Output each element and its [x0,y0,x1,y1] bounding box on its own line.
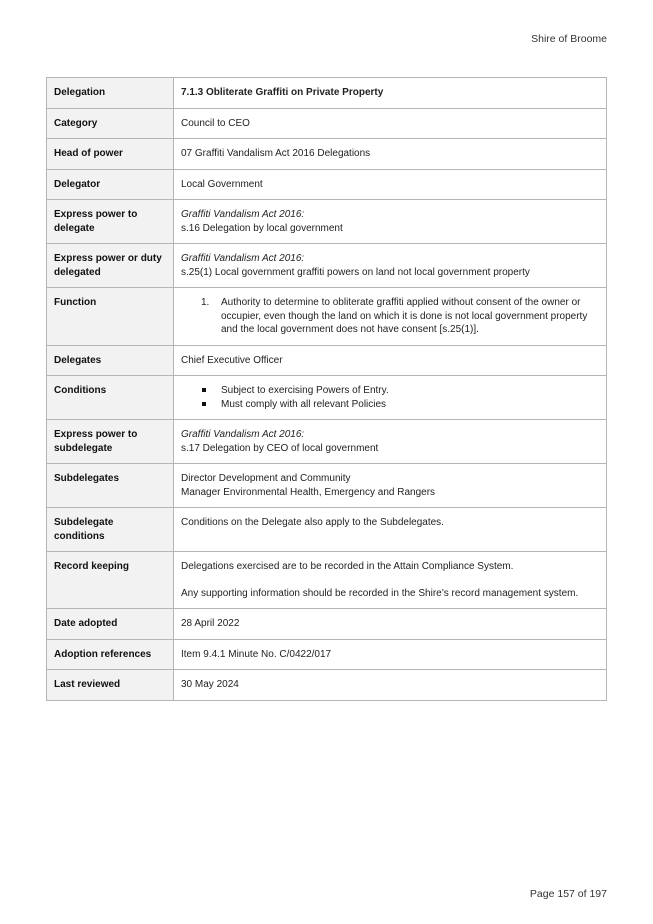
act-name: Graffiti Vandalism Act 2016: [181,209,305,220]
value-record-keeping [174,552,607,609]
square-bullet-icon [202,402,206,406]
row-express-power-to-subdelegate [47,420,607,464]
label-delegates: Delegates [47,345,174,376]
value-conditions [174,376,607,420]
value-function [174,288,607,346]
record-keeping-line-1: Delegations exercised are to be recorded in the Attain Compliance System. [181,561,514,572]
value-subdelegate-conditions: Conditions on the Delegate also apply to the Subdelegates. [174,508,607,552]
row-express-power-or-duty-delegated [47,244,607,288]
value-express-power-to-subdelegate [174,420,607,464]
list-item [181,398,599,412]
row-record-keeping [47,552,607,609]
page-header-org: Shire of Broome [531,33,607,45]
value-delegator: Local Government [174,169,607,200]
row-function [47,288,607,346]
row-conditions [47,376,607,420]
row-date-adopted [47,609,607,640]
list-item-text: Subject to exercising Powers of Entry. [221,385,389,396]
list-item-text: Authority to determine to obliterate graffiti applied without consent of the owner or occupier, even though the land on which it is done is not local government property and the local government does not have consent [s.25(1)]. [221,297,588,335]
subdelegate-2: Manager Environmental Health, Emergency and Rangers [181,486,436,498]
label-function: Function [47,288,174,346]
list-item [181,296,599,337]
conditions-list [181,384,599,411]
value-subdelegates [174,464,607,508]
act-name: Graffiti Vandalism Act 2016: [181,429,305,440]
row-express-power-to-delegate [47,200,607,244]
row-subdelegate-conditions [47,508,607,552]
label-adoption-references: Adoption references [47,639,174,670]
row-last-reviewed [47,670,607,701]
label-last-reviewed: Last reviewed [47,670,174,701]
value-date-adopted: 28 April 2022 [174,609,607,640]
label-date-adopted: Date adopted [47,609,174,640]
act-name: Graffiti Vandalism Act 2016: [181,253,305,264]
value-express-power-or-duty-delegated [174,244,607,288]
row-adoption-references [47,639,607,670]
function-list [181,296,599,337]
label-conditions: Conditions [47,376,174,420]
value-express-power-to-delegate [174,200,607,244]
label-express-power-to-delegate: Express power to delegate [47,200,174,244]
label-subdelegate-conditions: Subdelegate conditions [47,508,174,552]
row-head-of-power [47,139,607,170]
act-section: s.25(1) Local government graffiti powers on land not local government property [181,266,530,278]
row-delegator [47,169,607,200]
act-section: s.16 Delegation by local government [181,222,343,234]
delegation-table [46,77,607,701]
list-item-number: 1. [201,297,210,308]
label-delegator: Delegator [47,169,174,200]
row-subdelegates [47,464,607,508]
record-keeping-line-2: Any supporting information should be recorded in the Shire’s record management system. [181,587,579,599]
value-head-of-power: 07 Graffiti Vandalism Act 2016 Delegations [174,139,607,170]
square-bullet-icon [202,388,206,392]
label-subdelegates: Subdelegates [47,464,174,508]
paragraph-gap [181,574,599,587]
value-category: Council to CEO [174,108,607,139]
page-number: Page 157 of 197 [529,888,607,900]
label-head-of-power: Head of power [47,139,174,170]
label-express-power-to-subdelegate: Express power to subdelegate [47,420,174,464]
label-category: Category [47,108,174,139]
value-last-reviewed: 30 May 2024 [174,670,607,701]
label-record-keeping: Record keeping [47,552,174,609]
list-item [181,384,599,398]
value-delegation: 7.1.3 Obliterate Graffiti on Private Property [174,78,607,109]
list-item-text: Must comply with all relevant Policies [221,398,387,410]
row-delegation [47,78,607,109]
value-adoption-references: Item 9.4.1 Minute No. C/0422/017 [174,639,607,670]
row-category [47,108,607,139]
subdelegate-1: Director Development and Community [181,473,351,484]
label-delegation: Delegation [47,78,174,109]
label-express-power-or-duty-delegated: Express power or duty delegated [47,244,174,288]
row-delegates [47,345,607,376]
act-section: s.17 Delegation by CEO of local government [181,442,379,454]
value-delegates: Chief Executive Officer [174,345,607,376]
